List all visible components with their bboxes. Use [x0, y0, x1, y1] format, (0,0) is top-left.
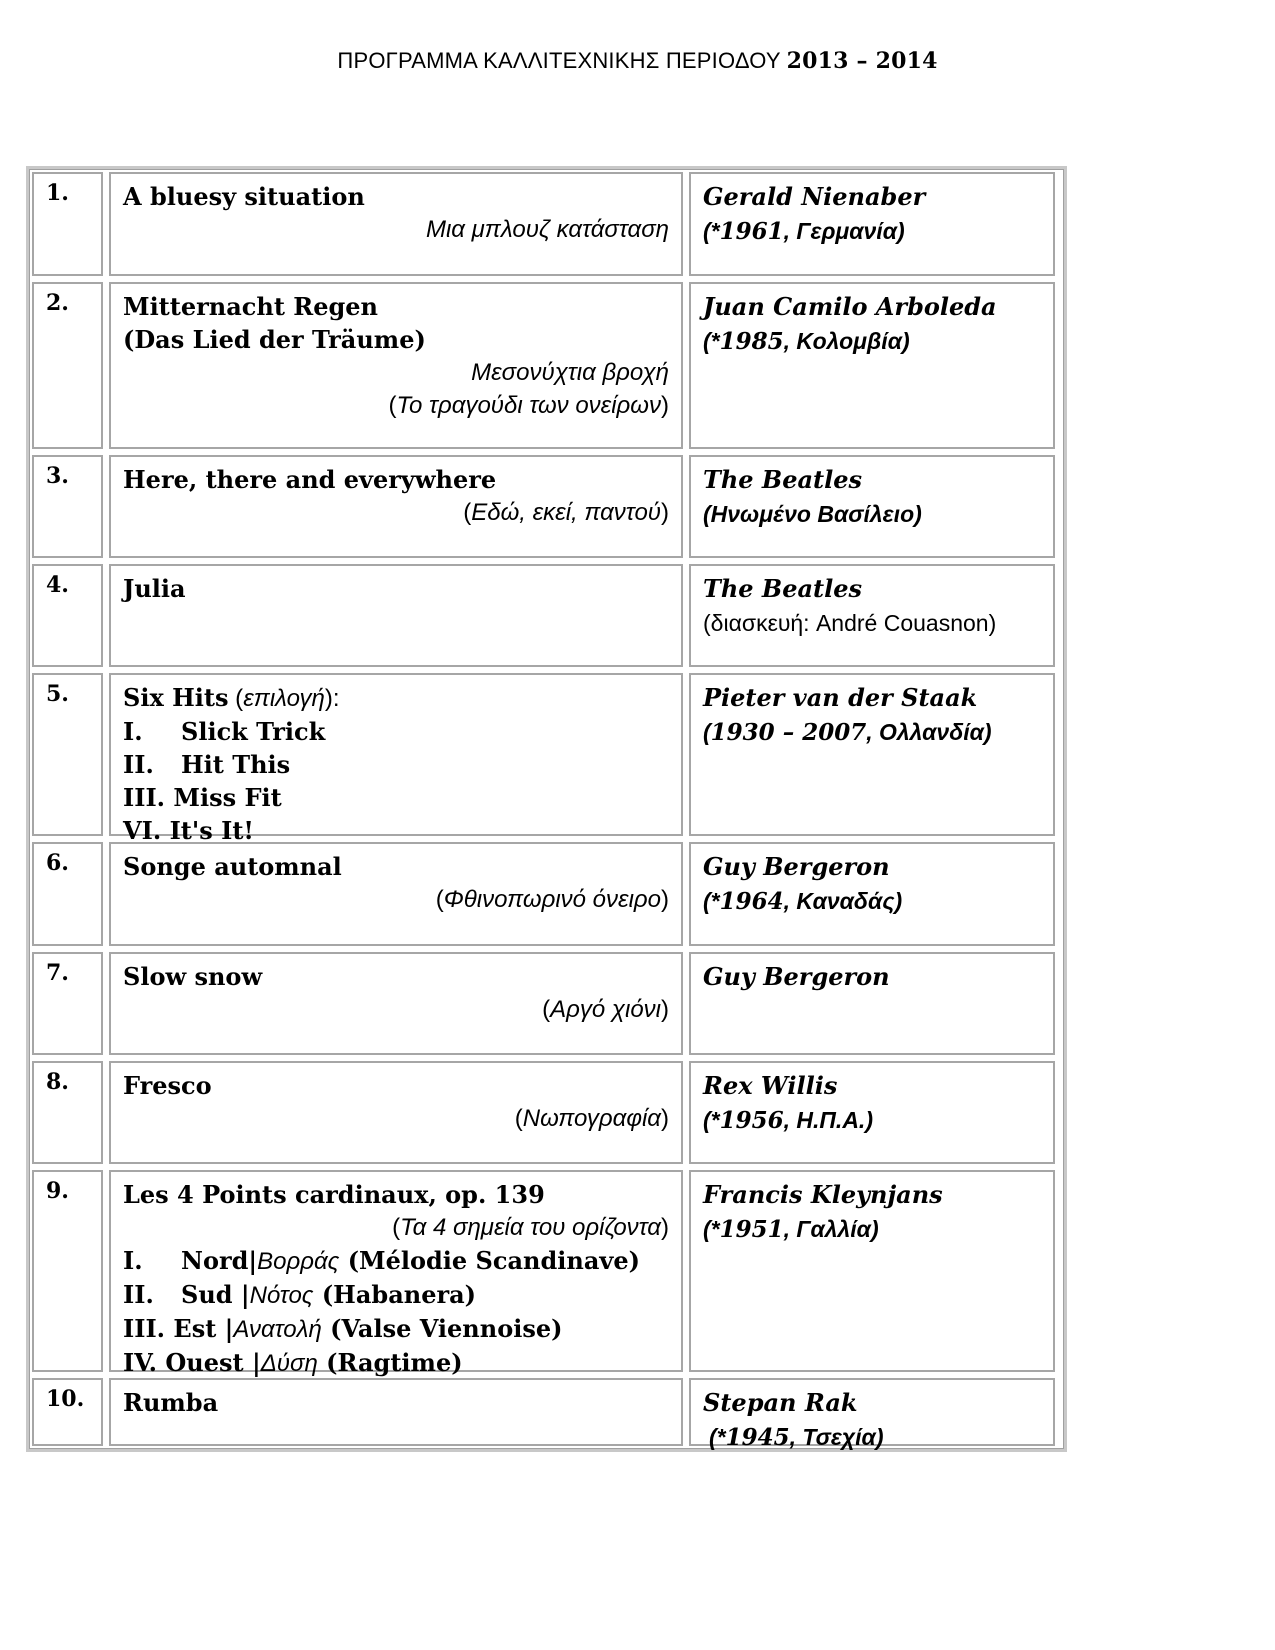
piece-cell	[109, 282, 683, 449]
movement: I. Slick Trick	[123, 717, 326, 746]
piece-translation: Μια μπλουζ κατάσταση	[425, 216, 669, 243]
piece-translation: (Εδώ, εκεί, παντού)	[463, 499, 669, 526]
movement: II. Sud |Νότος (Habanera)	[123, 1280, 477, 1309]
piece-title: Fresco	[123, 1071, 212, 1100]
piece-cell	[109, 1378, 683, 1446]
piece-title: Six Hits (επιλογή):	[123, 683, 340, 712]
piece-cell	[109, 564, 683, 667]
table-row	[29, 949, 1064, 1058]
piece-cell	[109, 455, 683, 558]
composer-name: Rex Willis	[703, 1071, 838, 1100]
piece-cell	[109, 1061, 683, 1164]
composer-cell	[689, 172, 1055, 276]
composer-name: Gerald Nienaber	[703, 182, 926, 211]
table-row	[29, 839, 1064, 949]
piece-title: A bluesy situation	[123, 182, 365, 211]
composer-name: Pieter van der Staak	[703, 683, 978, 712]
piece-cell	[109, 673, 683, 845]
table-row	[29, 1167, 1064, 1375]
movement: VI. It's It!	[123, 816, 254, 845]
piece-cell	[109, 1170, 683, 1377]
movement: I. Nord|Βορράς (Mélodie Scandinave)	[123, 1246, 640, 1275]
composer-name: Guy Bergeron	[703, 962, 890, 991]
page-title	[0, 48, 1275, 74]
arrangement-note: (διασκευή: André Couasnon)	[703, 610, 997, 636]
composer-name: Juan Camilo Arboleda	[703, 292, 997, 321]
composer-cell	[689, 952, 1055, 1055]
composer-name: Stepan Rak	[703, 1388, 858, 1417]
table-row	[29, 670, 1064, 845]
item-number: 6.	[32, 842, 103, 946]
composer-name: The Beatles	[703, 574, 863, 603]
movement: III. Est |Ανατολή (Valse Viennoise)	[123, 1314, 563, 1343]
piece-title: Songe automnal	[123, 852, 342, 881]
piece-title: Rumba	[123, 1388, 219, 1417]
piece-cell	[109, 172, 683, 276]
piece-translation-line2: (Το τραγούδι των ονείρων)	[388, 392, 669, 419]
composer-cell	[689, 842, 1055, 946]
composer-cell	[689, 455, 1055, 558]
composer-cell	[689, 282, 1055, 449]
item-number: 2.	[32, 282, 103, 449]
item-number: 9.	[32, 1170, 103, 1372]
piece-translation: (Φθινοπωρινό όνειρο)	[435, 886, 669, 913]
composer-info: (*1945, Τσεχία)	[709, 1424, 884, 1451]
title-years: 2013 – 2014	[786, 48, 938, 74]
table-row	[29, 452, 1064, 561]
item-number: 4.	[32, 564, 103, 667]
composer-cell	[689, 1170, 1055, 1372]
movement: II. Hit This	[123, 750, 291, 779]
table-row	[29, 1375, 1064, 1449]
table-row	[29, 1058, 1064, 1167]
movement: IV. Ouest |Δύση (Ragtime)	[123, 1348, 463, 1377]
composer-info: (1930 – 2007, Ολλανδία)	[703, 719, 992, 746]
composer-info: (*1985, Κολομβία)	[703, 328, 910, 355]
piece-cell	[109, 952, 683, 1055]
composer-info: (*1956, Η.Π.Α.)	[703, 1107, 873, 1134]
composer-name: Francis Kleynjans	[703, 1180, 943, 1209]
composer-info: (*1961, Γερμανία)	[703, 218, 905, 245]
table-row	[29, 279, 1064, 452]
table-row	[29, 561, 1064, 670]
piece-title: Here, there and everywhere	[123, 465, 497, 494]
item-number: 8.	[32, 1061, 103, 1164]
composer-cell	[689, 673, 1055, 836]
composer-cell	[689, 1378, 1055, 1451]
piece-title: Julia	[123, 574, 186, 603]
piece-cell	[109, 842, 683, 946]
composer-name: The Beatles	[703, 465, 863, 494]
composer-cell	[689, 564, 1055, 667]
piece-translation: Μεσονύχτια βροχή	[471, 359, 669, 386]
piece-title-line2: (Das Lied der Träume)	[123, 325, 426, 354]
composer-cell	[689, 1061, 1055, 1164]
piece-title: Les 4 Points cardinaux, op. 139	[123, 1180, 545, 1209]
composer-info: (Ηνωμένο Βασίλειο)	[703, 501, 922, 527]
program-table	[26, 166, 1067, 1452]
piece-title: Mitternacht Regen	[123, 292, 378, 321]
movement: III. Miss Fit	[123, 783, 282, 812]
composer-info: (*1951, Γαλλία)	[703, 1216, 879, 1243]
composer-name: Guy Bergeron	[703, 852, 890, 881]
item-number: 5.	[32, 673, 103, 836]
item-number: 3.	[32, 455, 103, 558]
item-number: 7.	[32, 952, 103, 1055]
piece-title: Slow snow	[123, 962, 263, 991]
item-number: 1.	[32, 172, 103, 276]
piece-translation: (Τα 4 σημεία του ορίζοντα)	[392, 1214, 669, 1241]
piece-translation: (Νωπογραφία)	[514, 1105, 669, 1132]
table-row	[29, 169, 1064, 279]
composer-info: (*1964, Καναδάς)	[703, 888, 903, 915]
item-number: 10.	[32, 1378, 103, 1446]
title-text: ΠΡΟΓΡΑΜΜΑ ΚΑΛΛΙΤΕΧΝΙΚΗΣ ΠΕΡΙΟΔΟΥ	[337, 48, 781, 73]
piece-translation: (Αργό χιόνι)	[542, 996, 669, 1023]
